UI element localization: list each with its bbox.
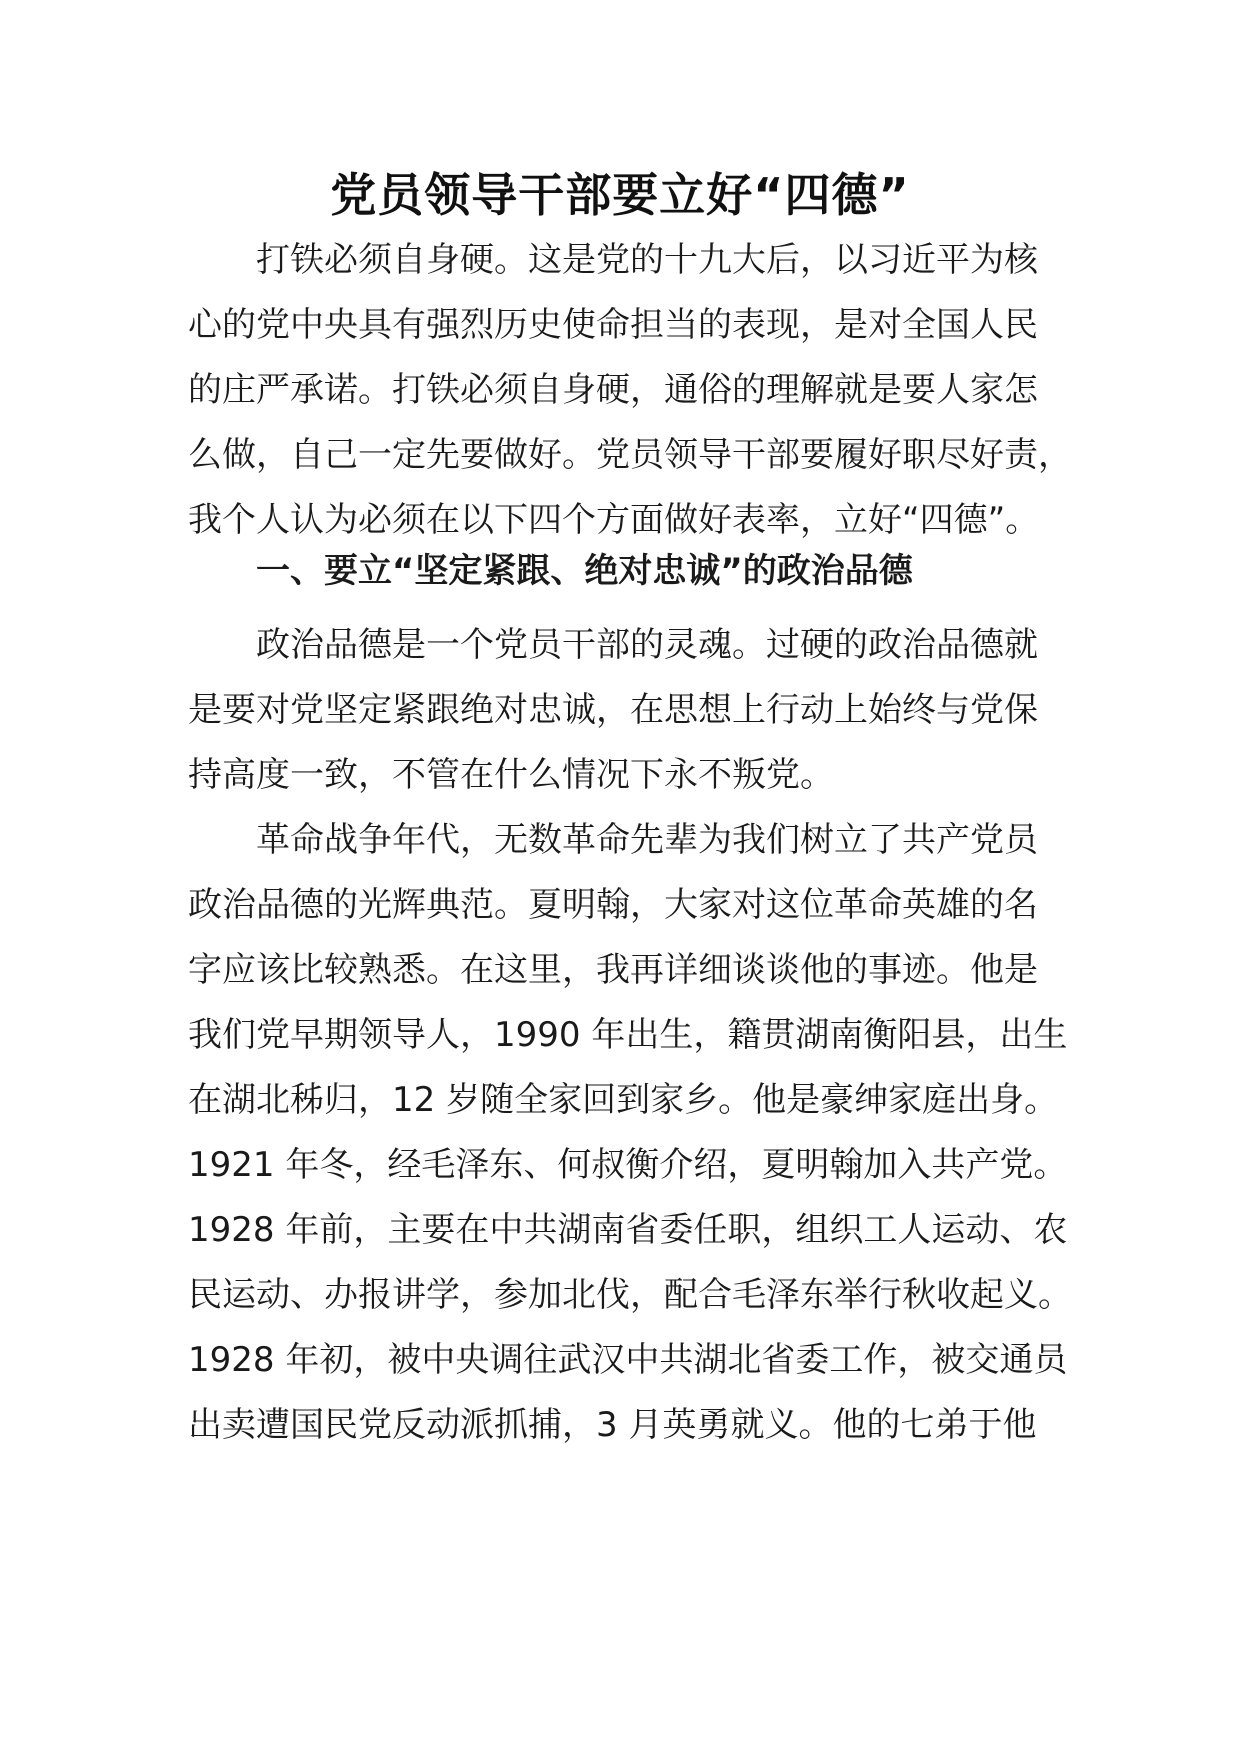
paragraph-line: 1921 年冬，经毛泽东、何叔衡介绍，夏明翰加入共产党。 [188,1145,1068,1185]
paragraph-line: 持高度一致，不管在什么情况下永不叛党。 [188,755,834,795]
paragraph-line: 字应该比较熟悉。在这里，我再详细谈谈他的事迹。他是 [188,950,1038,990]
paragraph-line: 民运动、办报讲学，参加北伐，配合毛泽东举行秋收起义。 [188,1275,1072,1315]
paragraph-line: 1928 年初，被中央调往武汉中共湖北省委工作，被交通员 [188,1340,1068,1380]
paragraph-line: 我们党早期领导人，1990 年出生，籍贯湖南衡阳县，出生 [188,1015,1068,1055]
paragraph-line: 出卖遭国民党反动派抓捕，3 月英勇就义。他的七弟于他 [188,1405,1037,1445]
paragraph-line: 在湖北秭归，12 岁随全家回到家乡。他是豪绅家庭出身。 [188,1080,1059,1120]
paragraph-line: 政治品德的光辉典范。夏明翰，大家对这位革命英雄的名 [188,885,1038,925]
paragraph-line: 么做，自己一定先要做好。党员领导干部要履好职尽好责， [188,435,1072,475]
paragraph-line: 的庄严承诺。打铁必须自身硬，通俗的理解就是要人家怎 [188,370,1038,410]
paragraph-2 [188,613,1068,808]
section-heading: 一、要立“坚定紧跟、绝对忠诚”的政治品德 [256,551,913,591]
paragraph-line: 我个人认为必须在以下四个方面做好表率，立好“四德”。 [188,500,1040,540]
paragraph-line: 革命战争年代，无数革命先辈为我们树立了共产党员 [256,820,1038,860]
paragraph-line: 心的党中央具有强烈历史使命担当的表现，是对全国人民 [188,305,1038,345]
paragraph-line: 打铁必须自身硬。这是党的十九大后，以习近平为核 [256,240,1038,280]
paragraph-line: 政治品德是一个党员干部的灵魂。过硬的政治品德就 [256,625,1038,665]
paragraph-3 [188,808,1072,1458]
document-title: 党员领导干部要立好“四德” [330,168,910,222]
section-heading-1 [188,539,1068,604]
paragraph-1 [188,228,1072,553]
paragraph-line: 是要对党坚定紧跟绝对忠诚，在思想上行动上始终与党保 [188,690,1038,730]
paragraph-line: 1928 年前，主要在中共湖南省委任职，组织工人运动、农 [188,1210,1068,1250]
